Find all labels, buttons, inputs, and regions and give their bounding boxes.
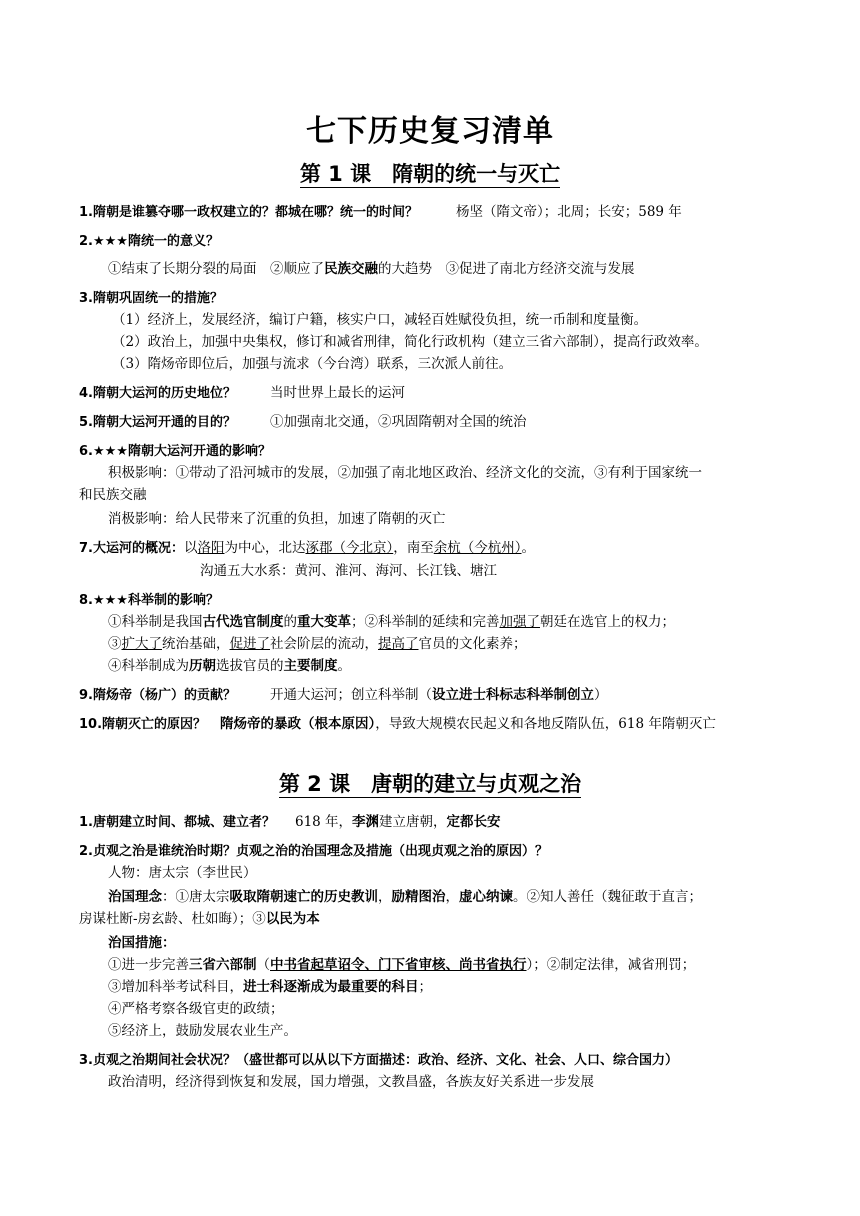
- l1-q7: 7.大运河的概况：以洛阳为中心，北达涿郡（今北京），南至余杭（今杭州）。: [79, 540, 535, 556]
- question: 7.大运河的概况：: [79, 541, 184, 556]
- l1-q3: [79, 288, 223, 308]
- question: 6.★★★隋朝大运河开通的影响？: [79, 444, 271, 459]
- l1-q6-positive-cont: 和民族交融: [79, 487, 147, 503]
- answer: 当时世界上最长的运河: [269, 385, 405, 401]
- l1-q5: [79, 412, 526, 432]
- answer: 杨坚（隋文帝）；北周；长安；589 年: [455, 204, 682, 220]
- l1-q8-line2: ③扩大了统治基础，促进了社会阶层的流动，提高了官员的文化素养；: [108, 636, 527, 652]
- question: 1.唐朝建立时间、都城、建立者？: [79, 815, 275, 830]
- question: 5.隋朝大运河开通的目的？: [79, 415, 236, 430]
- l1-q3-line3: （3）隋炀帝即位后，加强与流求（今台湾）联系，三次派人前往。: [112, 356, 513, 372]
- l2-q2-measure2: ③增加科举考试科目，进士科逐渐成为最重要的科目；: [108, 979, 432, 995]
- l1-q2-answer: ①结束了长期分裂的局面 ②顺应了民族交融的大趋势 ③促进了南北方经济交流与发展: [108, 261, 635, 277]
- l2-q2: [79, 841, 548, 861]
- l1-q2: [79, 231, 219, 251]
- l1-q6-negative: 消极影响：给人民带来了沉重的负担，加速了隋朝的灭亡: [108, 511, 446, 527]
- l2-q2-idea1: 治国理念：①唐太宗吸取隋朝速亡的历史教训，励精图治，虚心纳谏。②知人善任（魏征敢于直言；: [108, 889, 702, 905]
- l2-q2-idea2: 房谋杜断-房玄龄、杜如晦）；③以民为本: [79, 911, 320, 927]
- answer: ①加强南北交通，②巩固隋朝对全国的统治: [269, 414, 527, 430]
- l2-q2-measure3: ④严格考察各级官吏的政绩；: [108, 1001, 284, 1017]
- lesson-1-title: 第 1 课 隋朝的统一与灭亡: [299, 162, 561, 186]
- question: 8.★★★科举制的影响？: [79, 593, 219, 608]
- l1-q1: [79, 202, 682, 222]
- l1-q8-line3: ④科举制成为历朝选拔官员的主要制度。: [108, 658, 351, 674]
- l2-q3: [79, 1050, 678, 1070]
- question: 2.贞观之治是谁统治时期？贞观之治的治国理念及措施（出现贞观之治的原因）？: [79, 844, 548, 859]
- l1-q9: 9.隋炀帝（杨广）的贡献？ 开通大运河；创立科举制（设立进士科标志科举制创立）: [79, 687, 608, 703]
- question: 3.隋朝巩固统一的措施？: [79, 291, 223, 306]
- l2-q2-measures-label: 治国措施：: [108, 935, 176, 951]
- page-title: 七下历史复习清单: [306, 114, 554, 149]
- l1-q3-line2: （2）政治上，加强中央集权，修订和减省刑律，简化行政机构（建立三省六部制），提高行政效率。: [112, 334, 708, 350]
- question: 10.隋朝灭亡的原因？: [79, 717, 207, 732]
- question: 4.隋朝大运河的历史地位？: [79, 386, 236, 401]
- l2-q2-measure1: ①进一步完善三省六部制（中书省起草诏令、门下省审核、尚书省执行）；②制定法律，减省刑罚；: [108, 957, 696, 973]
- l1-q10: 10.隋朝灭亡的原因？ 隋炀帝的暴政（根本原因），导致大规模农民起义和各地反隋队伍，618 年隋朝灭亡: [79, 716, 716, 732]
- l1-q7-waterways: 沟通五大水系：黄河、淮河、海河、长江钱、塘江: [200, 563, 497, 579]
- l1-q8-line1: ①科举制是我国古代选官制度的重大变革；②科举制的延续和完善加强了朝廷在选官上的权力；: [108, 614, 675, 630]
- lesson-2-title: 第 2 课 唐朝的建立与贞观之治: [278, 772, 582, 796]
- l1-q6-positive: 积极影响：①带动了沿河城市的发展，②加强了南北地区政治、经济文化的交流，③有利于国家统一: [108, 465, 702, 481]
- l2-q2-person: 人物：唐太宗（李世民）: [108, 865, 257, 881]
- l1-q6: [79, 441, 271, 461]
- l1-q3-line1: （1）经济上，发展经济，编订户籍，核实户口，减轻百姓赋役负担，统一币制和度量衡。: [112, 312, 648, 328]
- l2-q3-answer: 政治清明，经济得到恢复和发展，国力增强，文教昌盛，各族友好关系进一步发展: [108, 1074, 594, 1090]
- question: 3.贞观之治期间社会状况？（盛世都可以从以下方面描述：政治、经济、文化、社会、人口、综合国力）: [79, 1053, 678, 1068]
- question: 9.隋炀帝（杨广）的贡献？: [79, 688, 236, 703]
- question: 1.隋朝是谁篡夺哪一政权建立的？都城在哪？统一的时间？: [79, 205, 418, 220]
- question: 2.★★★隋统一的意义？: [79, 234, 219, 249]
- l1-q8: [79, 590, 219, 610]
- l2-q1: 1.唐朝建立时间、都城、建立者？ 618 年，李渊建立唐朝，定都长安: [79, 814, 501, 830]
- l1-q4: [79, 383, 405, 403]
- l2-q2-measure4: ⑤经济上，鼓励发展农业生产。: [108, 1023, 297, 1039]
